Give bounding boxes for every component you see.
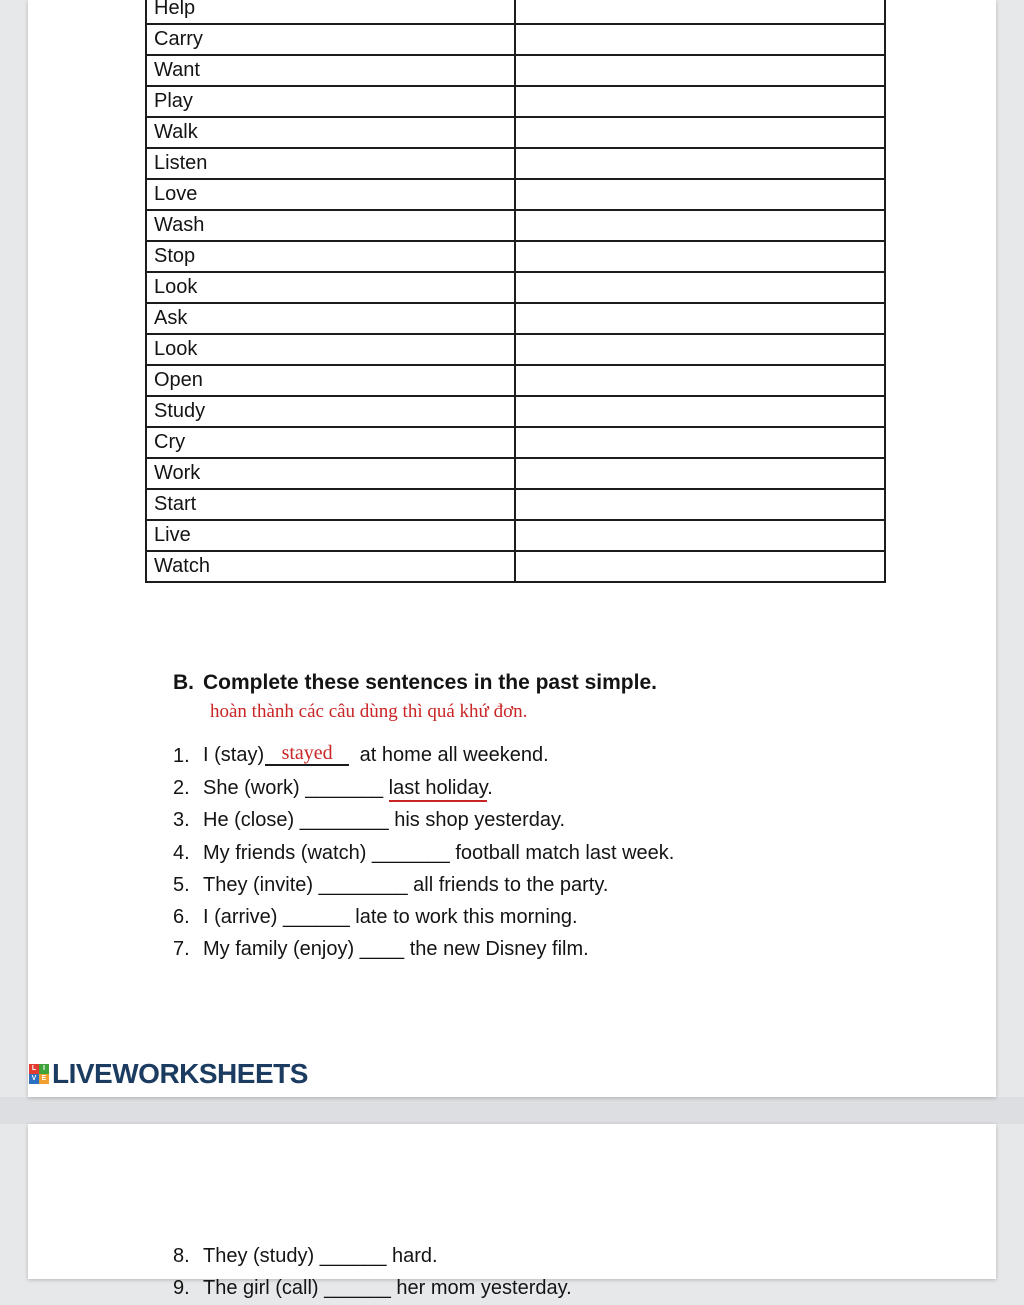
answer-input-cell[interactable] bbox=[515, 520, 885, 551]
liveworksheets-icon-cell: I bbox=[39, 1064, 49, 1074]
sentence-text bbox=[203, 906, 578, 929]
liveworksheets-wordmark: LIVEWORKSHEETS bbox=[52, 1058, 308, 1089]
sentence-number: 6. bbox=[173, 906, 190, 929]
answer-input-cell[interactable] bbox=[515, 489, 885, 520]
sentence-text bbox=[203, 938, 589, 961]
verb-cell: Cry bbox=[146, 427, 515, 458]
sentence-number: 2. bbox=[173, 776, 190, 799]
verb-cell: Stop bbox=[146, 241, 515, 272]
answer-input-cell[interactable] bbox=[515, 148, 885, 179]
sentence-number: 8. bbox=[173, 1244, 190, 1267]
sentence-segment: I (stay) bbox=[203, 744, 265, 767]
answer-input-cell[interactable] bbox=[515, 117, 885, 148]
answer-input-cell[interactable] bbox=[515, 365, 885, 396]
verb-table bbox=[145, 0, 886, 583]
liveworksheets-icon bbox=[29, 1064, 49, 1084]
table-row bbox=[146, 272, 885, 303]
table-row bbox=[146, 179, 885, 210]
sentence-item bbox=[173, 805, 873, 837]
verb-cell: Look bbox=[146, 272, 515, 303]
verb-cell: Live bbox=[146, 520, 515, 551]
answer-input-cell[interactable] bbox=[515, 241, 885, 272]
sentence-item bbox=[173, 772, 873, 804]
answer-input-cell[interactable] bbox=[515, 86, 885, 117]
sentence-item bbox=[173, 869, 873, 901]
table-row bbox=[146, 0, 885, 24]
table-row bbox=[146, 489, 885, 520]
table-row bbox=[146, 210, 885, 241]
verb-cell: Open bbox=[146, 365, 515, 396]
sentence-segment: The girl (call) ______ her mom yesterday. bbox=[203, 1276, 572, 1299]
sentence-item bbox=[173, 1272, 873, 1304]
sentence-number: 3. bbox=[173, 809, 190, 832]
sentence-item bbox=[173, 1240, 873, 1272]
section-b-heading bbox=[173, 671, 657, 695]
table-row bbox=[146, 520, 885, 551]
answer-input-cell[interactable] bbox=[515, 179, 885, 210]
answer-input-cell[interactable] bbox=[515, 427, 885, 458]
table-row bbox=[146, 334, 885, 365]
verb-cell: Look bbox=[146, 334, 515, 365]
table-row bbox=[146, 241, 885, 272]
sentence-text bbox=[203, 744, 549, 768]
sentence-segment: They (invite) ________ all friends to the party. bbox=[203, 873, 609, 896]
table-row bbox=[146, 24, 885, 55]
verb-cell: Want bbox=[146, 55, 515, 86]
verb-cell: Wash bbox=[146, 210, 515, 241]
table-row bbox=[146, 117, 885, 148]
filled-answer-blank[interactable]: stayed bbox=[265, 742, 349, 766]
verb-cell: Walk bbox=[146, 117, 515, 148]
section-b-subtitle-vietnamese: hoàn thành các câu dùng thì quá khứ đơn. bbox=[210, 701, 528, 722]
sentence-list bbox=[173, 740, 873, 966]
table-row bbox=[146, 365, 885, 396]
liveworksheets-icon-cell: V bbox=[29, 1074, 39, 1084]
sentence-item bbox=[173, 740, 873, 772]
sentence-segment: He (close) ________ his shop yesterday. bbox=[203, 809, 566, 832]
answer-input-cell[interactable] bbox=[515, 55, 885, 86]
table-row bbox=[146, 427, 885, 458]
answer-input-cell[interactable] bbox=[515, 0, 885, 24]
liveworksheets-icon-cell: L bbox=[29, 1064, 39, 1074]
verb-cell: Carry bbox=[146, 24, 515, 55]
answer-input-cell[interactable] bbox=[515, 551, 885, 582]
verb-cell: Work bbox=[146, 458, 515, 489]
answer-input-cell[interactable] bbox=[515, 303, 885, 334]
page-gap bbox=[0, 1097, 1024, 1124]
answer-input-cell[interactable] bbox=[515, 24, 885, 55]
table-row bbox=[146, 86, 885, 117]
sentence-text bbox=[203, 842, 674, 865]
sentence-item bbox=[173, 901, 873, 933]
sentence-segment: They (study) ______ hard. bbox=[203, 1244, 438, 1267]
sentence-list-page2 bbox=[173, 1240, 873, 1305]
sentence-number: 1. bbox=[173, 744, 190, 767]
table-row bbox=[146, 148, 885, 179]
sentence-item bbox=[173, 934, 873, 966]
sentence-segment: My family (enjoy) ____ the new Disney film. bbox=[203, 938, 589, 961]
table-row bbox=[146, 396, 885, 427]
answer-input-cell[interactable] bbox=[515, 210, 885, 241]
verb-cell: Study bbox=[146, 396, 515, 427]
verb-cell: Help bbox=[146, 0, 515, 24]
sentence-item bbox=[173, 837, 873, 869]
answer-input-cell[interactable] bbox=[515, 396, 885, 427]
sentence-number: 9. bbox=[173, 1276, 190, 1299]
sentence-segment: . bbox=[487, 776, 493, 799]
section-b-label: B. bbox=[173, 671, 194, 694]
document-page-2 bbox=[28, 1124, 996, 1299]
table-row bbox=[146, 55, 885, 86]
red-underlined-text: last holiday bbox=[389, 777, 488, 802]
sentence-segment: She (work) _______ bbox=[203, 776, 389, 799]
verb-cell: Play bbox=[146, 86, 515, 117]
answer-input-cell[interactable] bbox=[515, 458, 885, 489]
sentence-text bbox=[203, 1277, 572, 1300]
sentence-number: 4. bbox=[173, 841, 190, 864]
document-page-1 bbox=[28, 0, 996, 1097]
sentence-segment: I (arrive) ______ late to work this morning. bbox=[203, 906, 578, 929]
sentence-segment: My friends (watch) _______ football match last week. bbox=[203, 841, 675, 864]
sentence-number: 5. bbox=[173, 873, 190, 896]
table-row bbox=[146, 303, 885, 334]
verb-cell: Watch bbox=[146, 551, 515, 582]
table-row bbox=[146, 458, 885, 489]
sentence-text bbox=[203, 874, 608, 897]
section-b-title: Complete these sentences in the past simple. bbox=[203, 671, 657, 694]
answer-input-cell[interactable] bbox=[515, 272, 885, 303]
sentence-text bbox=[203, 777, 493, 800]
liveworksheets-logo[interactable] bbox=[29, 1058, 308, 1090]
sentence-text bbox=[203, 1245, 438, 1268]
verb-cell: Ask bbox=[146, 303, 515, 334]
verb-cell: Start bbox=[146, 489, 515, 520]
sentence-segment: at home all weekend. bbox=[354, 744, 549, 767]
liveworksheets-icon-cell: E bbox=[39, 1074, 49, 1084]
sentence-text bbox=[203, 809, 565, 832]
table-row bbox=[146, 551, 885, 582]
verb-cell: Love bbox=[146, 179, 515, 210]
answer-input-cell[interactable] bbox=[515, 334, 885, 365]
verb-cell: Listen bbox=[146, 148, 515, 179]
sentence-number: 7. bbox=[173, 938, 190, 961]
